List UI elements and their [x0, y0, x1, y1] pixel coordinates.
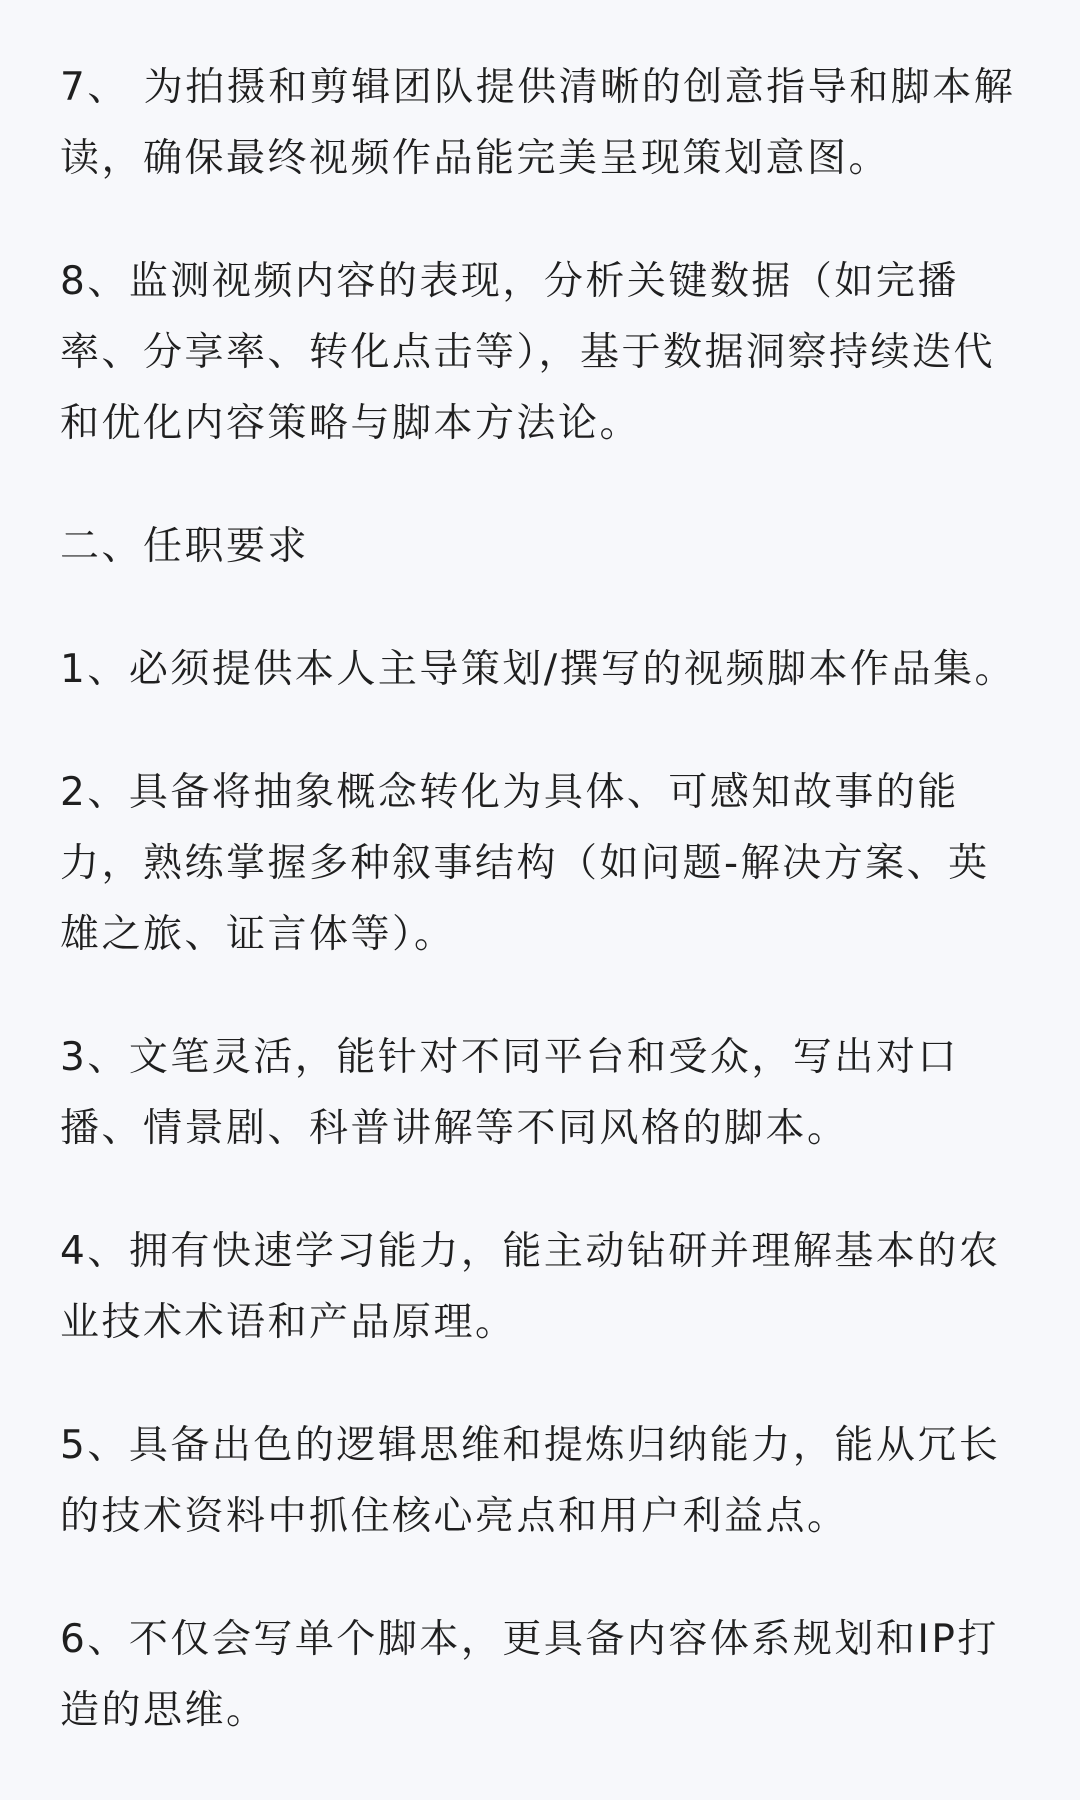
duty-item-7: 7、 为拍摄和剪辑团队提供清晰的创意指导和脚本解读，确保最终视频作品能完美呈现策划意图。 [60, 65, 1016, 181]
requirement-item-5: 5、具备出色的逻辑思维和提炼归纳能力，能从冗长的技术资料中抓住核心亮点和用户利益点。 [60, 1423, 1001, 1539]
section-heading-requirements: 二、任职要求 [60, 524, 310, 569]
requirement-item-1: 1、必须提供本人主导策划/撰写的视频脚本作品集。 [60, 647, 1016, 692]
requirement-item-2: 2、具备将抽象概念转化为具体、可感知故事的能力，熟练掌握多种叙事结构（如问题-解决方案、英雄之旅、证言体等）。 [60, 770, 990, 957]
requirement-item-4: 4、拥有快速学习能力，能主动钻研并理解基本的农业技术术语和产品原理。 [60, 1229, 1001, 1345]
duty-item-8: 8、监测视频内容的表现，分析关键数据（如完播率、分享率、转化点击等），基于数据洞察持续迭代和优化内容策略与脚本方法论。 [60, 259, 996, 446]
requirement-item-3: 3、文笔灵活，能针对不同平台和受众，写出对口播、情景剧、科普讲解等不同风格的脚本。 [60, 1035, 959, 1151]
requirement-item-6: 6、不仅会写单个脚本，更具备内容体系规划和IP打造的思维。 [60, 1617, 999, 1733]
